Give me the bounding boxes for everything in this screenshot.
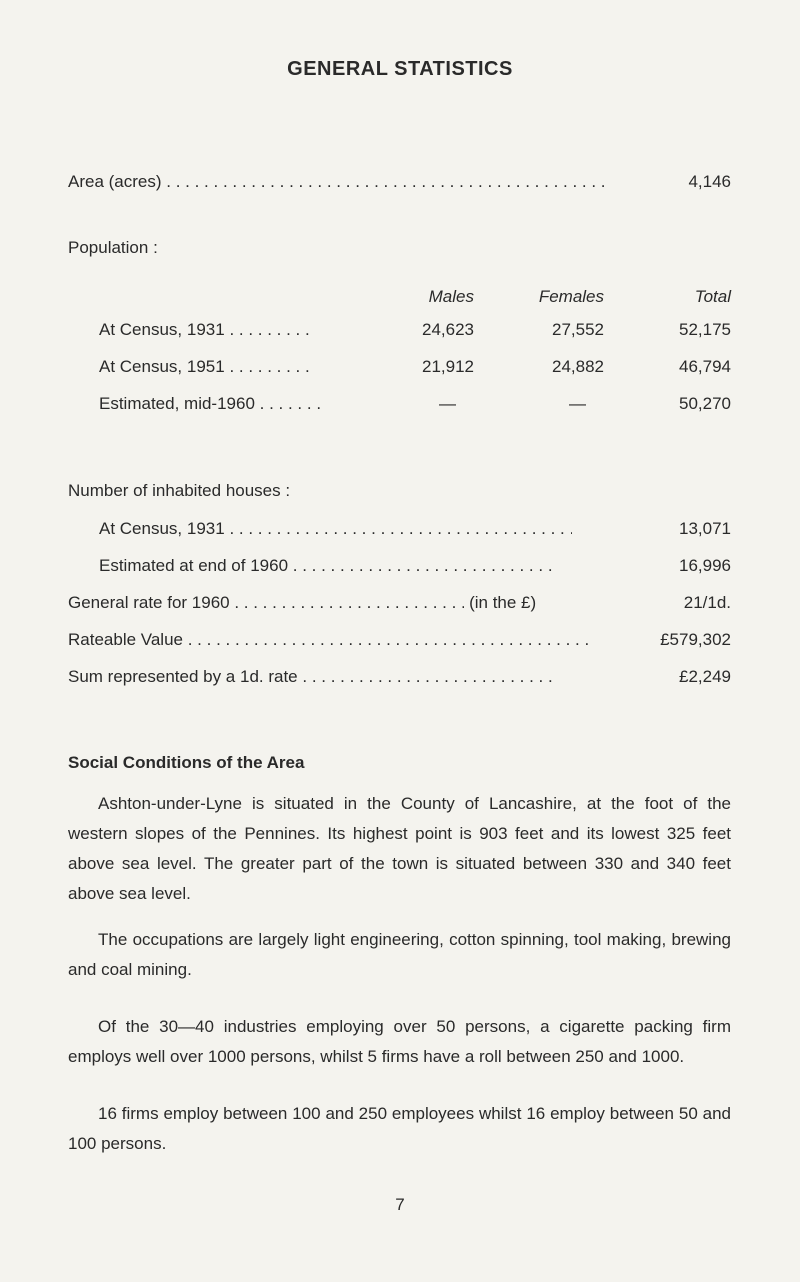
paragraph: Ashton-under-Lyne is situated in the County of Lancashire, at the foot of the western slopes of the Pennines. Its highest point is 903 feet and its lowest 325 feet above sea level. The greater part of the town is situated between 330 and 340 feet above sea level. [68,794,731,903]
population-total: 52,175 [679,320,731,339]
area-row [68,172,606,192]
population-females: 24,882 [552,357,604,376]
area-label: Area (acres) [68,172,162,191]
page-number: 7 [395,1195,405,1214]
houses-label: Number of inhabited houses : [68,481,291,500]
leader-dots [229,320,309,340]
population-row-label: At Census, 1951 [99,357,225,376]
houses-row [99,556,558,576]
houses-row-label: Estimated at end of 1960 [99,556,289,575]
rate-value: 21/1d. [683,593,731,612]
leader-dots [166,172,606,192]
population-males: 24,623 [422,320,474,339]
rate-row [68,593,536,613]
leader-dots [234,593,464,613]
penny-rate-label: Sum represented by a 1d. rate [68,667,298,686]
rate-label: General rate for 1960 [68,593,230,612]
population-row [99,357,309,377]
rate-qualifier: (in the £) [469,593,537,612]
leader-dots [188,630,588,650]
population-label: Population : [68,238,158,257]
population-row [99,320,309,340]
population-females: — [569,394,586,413]
section-heading: Social Conditions of the Area [68,753,305,772]
houses-value: 13,071 [679,519,731,538]
area-value: 4,146 [688,172,731,191]
leader-dots [229,357,309,377]
leader-dots [293,556,558,576]
females-header: Females [538,287,604,306]
rateable-value: £579,302 [660,630,731,649]
houses-value: 16,996 [679,556,731,575]
population-row-label: At Census, 1931 [99,320,225,339]
total-header: Total [694,287,731,306]
population-row [99,394,320,414]
penny-rate-value: £2,249 [679,667,731,686]
paragraph: The occupations are largely light engineering, cotton spinning, tool making, brewing and coal mining. [68,930,731,979]
paragraph: Of the 30—40 industries employing over 50 persons, a cigarette packing firm employs well over 1000 persons, whilst 5 firms have a roll between 250 and 1000. [68,1017,731,1066]
leader-dots [302,667,552,687]
population-females: 27,552 [552,320,604,339]
males-header: Males [428,287,474,306]
population-total: 46,794 [679,357,731,376]
rateable-value-label: Rateable Value [68,630,183,649]
population-total: 50,270 [679,394,731,413]
population-row-label: Estimated, mid-1960 [99,394,255,413]
paragraph: 16 firms employ between 100 and 250 employees whilst 16 employ between 50 and 100 persons. [68,1104,731,1153]
population-males: — [439,394,456,413]
rateable-value-row [68,630,588,650]
leader-dots [229,519,572,539]
population-males: 21,912 [422,357,474,376]
houses-row-label: At Census, 1931 [99,519,225,538]
houses-row [99,519,572,539]
page-title: GENERAL STATISTICS [287,58,513,80]
leader-dots [260,394,320,414]
penny-rate-row [68,667,552,687]
